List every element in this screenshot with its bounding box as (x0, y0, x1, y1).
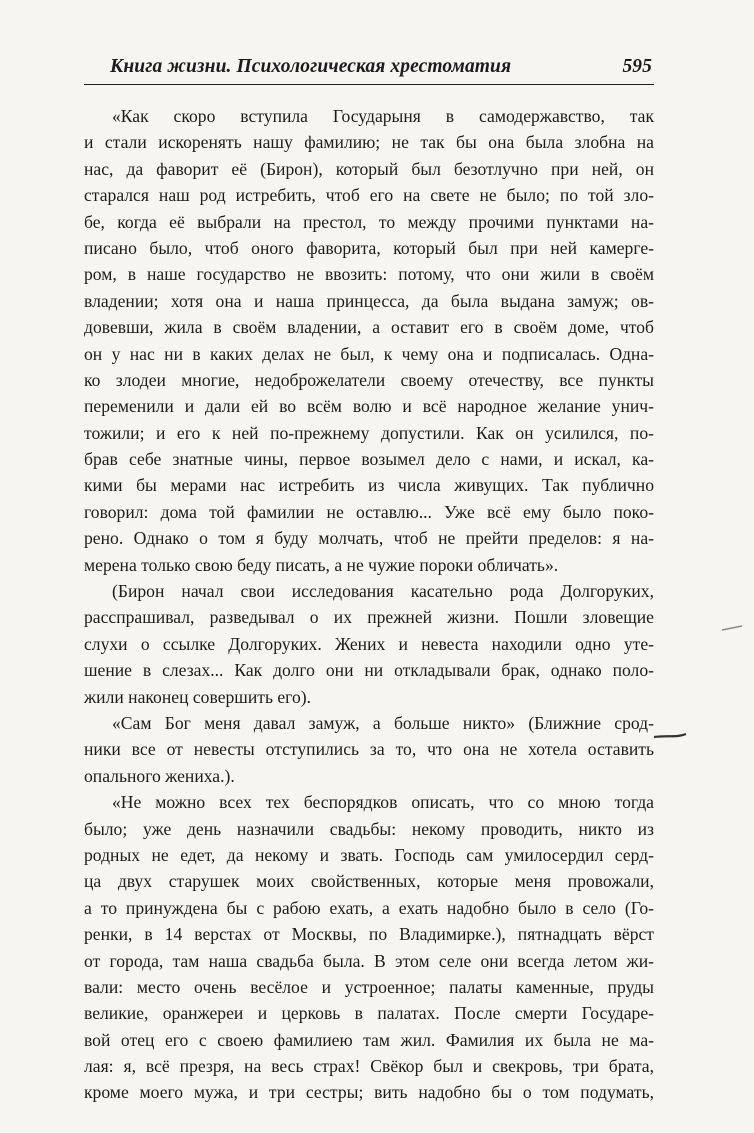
text-line: великие, оранжереи и церковь в палатах. После смерти Государе- (84, 1003, 654, 1024)
text-line: жили наконец совершить его). (84, 686, 312, 707)
text-line: (Бирон начал свои исследования касательно рода Долгоруких, (112, 581, 654, 602)
text-line: нас, да фаворит её (Бирон), который был безотлучно при ней, он (84, 158, 654, 179)
text-line: старался наш род истребить, чтоб его на свете не было; по той зло- (84, 185, 654, 206)
text-line: ром, в наше государство не ввозить: потому, что они жили в своём (84, 264, 654, 285)
paragraph (84, 789, 654, 1106)
text-line: довевши, жила в своём владении, а оставит его в своём доме, чтоб (84, 317, 654, 338)
margin-arrow-mark (654, 734, 686, 737)
text-line: было; уже день назначили свадьбы: некому проводить, никто из (84, 818, 654, 839)
text-line: кими бы мерами нас истребить из числа живущих. Так публично (84, 475, 654, 496)
page-number: 595 (622, 56, 652, 77)
text-line: «Сам Бог меня давал замуж, а больше никто» (Ближние срод- (112, 712, 654, 733)
paragraph (84, 103, 654, 578)
text-line: владении; хотя она и наша принцесса, да была выдана замуж; ов- (84, 290, 654, 311)
text-line: говорил: дома той фамилии не оставлю... Уже всё ему было поко- (84, 501, 654, 522)
text-line: от города, там наша свадьба была. В этом селе они всегда летом жи- (84, 950, 654, 971)
text-line: ренки, в 14 верстах от Москвы, по Владимирке.), пятнадцать вёрст (84, 924, 654, 945)
text-line: тожили; и его к ней по-прежнему допустили. Как он усилился, по- (84, 422, 654, 443)
text-line: родных не едет, да некому и звать. Господь сам умилосердил серд- (84, 844, 654, 865)
text-line: шение в слезах... Как долго они ни откладывали брак, однако поло- (84, 660, 654, 681)
text-line: переменили и дали ей во всём волю и всё народное желание унич- (84, 396, 654, 417)
text-line: «Не можно всех тех беспорядков описать, что со мною тогда (112, 792, 654, 813)
text-line: вали: место очень весёлое и устроенное; палаты каменные, пруды (84, 976, 654, 997)
text-line: рено. Однако о том я буду молчать, чтоб не прейти пределов: я на- (84, 528, 654, 549)
text-line: и стали искоренять нашу фамилию; не так бы она была злобна на (84, 132, 654, 153)
text-line: а то принуждена бы с рабою ехать, а ехать надобно было в село (Го- (84, 897, 654, 918)
body-text (84, 103, 654, 1106)
text-line: ко злодеи многие, недоброжелатели своему отечеству, все пункты (84, 369, 654, 390)
running-head-title: Книга жизни. Психологическая хрестоматия (110, 56, 512, 77)
text-line: он у нас ни в каких делах не был, к чему она и подписалась. Одна- (84, 343, 654, 364)
paragraph (84, 710, 654, 789)
text-line: вой отец его с своею фамилиею там жил. Фамилия их была не ма- (84, 1029, 654, 1050)
text-line: кроме моего мужа, и три сестры; вить надобно бы о том подумать, (84, 1082, 654, 1103)
text-line: ники все от невесты отступились за то, что она не хотела оставить (84, 739, 654, 760)
margin-dash-mark (722, 626, 742, 630)
text-line: брав себе знатные чины, первое возымел дело с нами, и искал, ка- (84, 449, 654, 470)
text-line: слухи о ссылке Долгоруких. Жених и невеста находили одно уте- (84, 633, 654, 654)
book-page (84, 56, 654, 1106)
text-line: ца двух старушек моих свойственных, которые меня провожали, (84, 871, 654, 892)
paragraph (84, 578, 654, 710)
text-line: «Как скоро вступила Государыня в самодержавство, так (112, 106, 654, 126)
running-head (84, 56, 654, 85)
text-line: бе, когда её выбрали на престол, то между прочими пунктами на- (84, 211, 654, 232)
text-line: мерена только свою беду писать, а не чужие пороки обличать». (84, 554, 559, 575)
text-line: расспрашивал, разведывал о их прежней жизни. Пошли зловещие (84, 607, 654, 628)
text-line: лая: я, всё презря, на весь страх! Свёкор был и свекровь, три брата, (84, 1056, 654, 1077)
text-line: опального жениха.). (84, 765, 235, 786)
text-line: писано было, чтоб оного фаворита, который был при ней камерге- (84, 237, 654, 258)
